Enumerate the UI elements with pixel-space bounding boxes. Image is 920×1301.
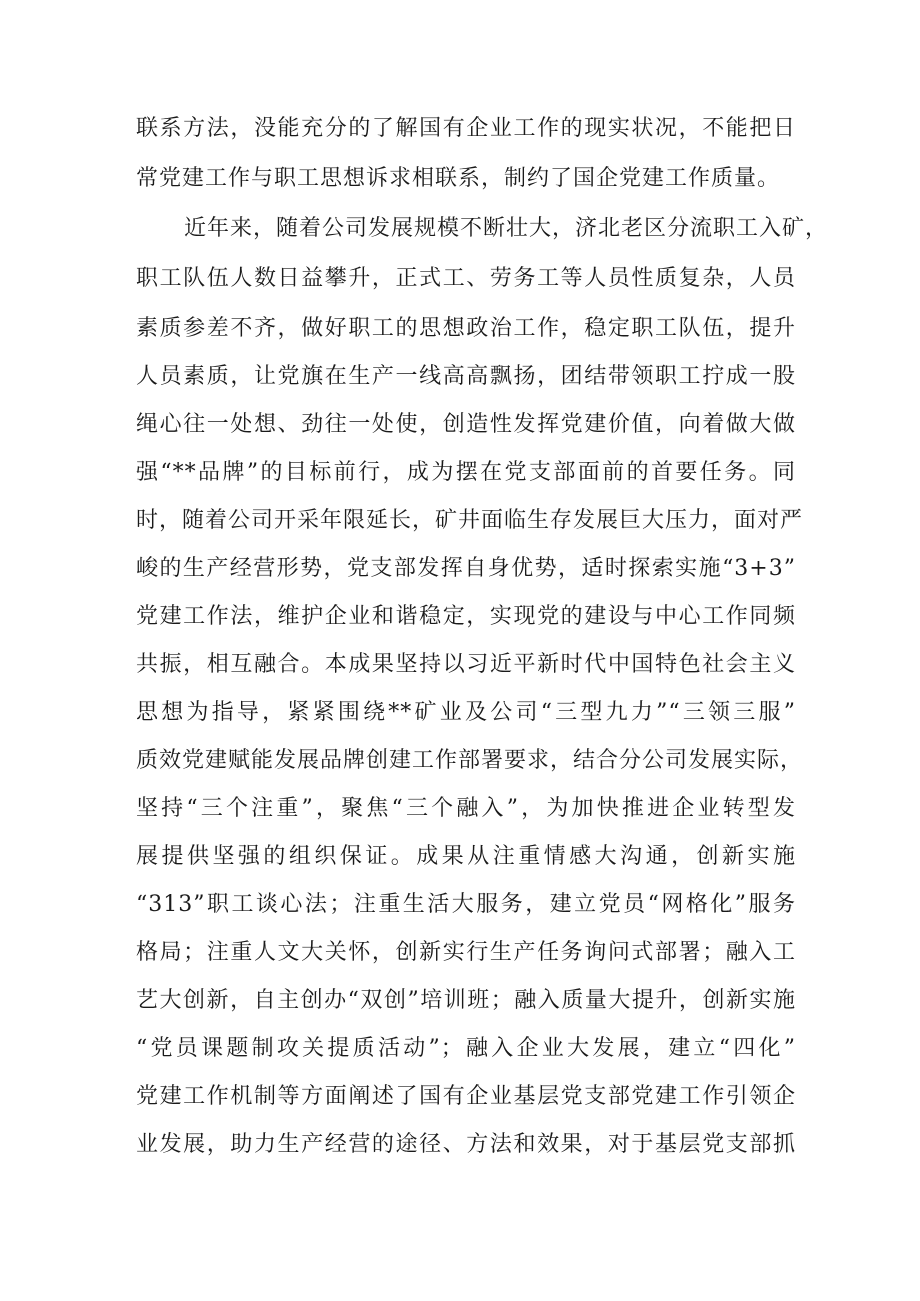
text-line: 共振，相互融合。本成果坚持以习近平新时代中国特色社会主义 <box>136 652 796 677</box>
text-line: 近年来，随着公司发展规模不断壮大，济北老区分流职工入矿， <box>184 216 829 241</box>
text-line: 坚持“三个注重”，聚焦“三个融入”，为加快推进企业转型发 <box>136 796 796 821</box>
text-line: 质效党建赋能发展品牌创建工作部署要求，结合分公司发展实际， <box>136 748 804 773</box>
text-line: 峻的生产经营形势，党支部发挥自身优势，适时探索实施“3+3” <box>136 556 796 581</box>
text-line: “党员课题制攻关提质活动”；融入企业大发展，建立“四化” <box>136 1036 796 1061</box>
text-line: 强“**品牌”的目标前行，成为摆在党支部面前的首要任务。同 <box>136 460 796 485</box>
text-line: “313”职工谈心法；注重生活大服务，建立党员“网格化”服务 <box>136 892 796 917</box>
text-line: 党建工作机制等方面阐述了国有企业基层党支部党建工作引领企 <box>136 1084 796 1109</box>
text-line: 展提供坚强的组织保证。成果从注重情感大沟通，创新实施 <box>136 844 796 869</box>
text-line: 绳心往一处想、劲往一处使，创造性发挥党建价值，向着做大做 <box>136 412 796 437</box>
text-line: 时，随着公司开采年限延长，矿井面临生存发展巨大压力，面对严 <box>136 508 804 533</box>
text-line: 格局；注重人文大关怀，创新实行生产任务询问式部署；融入工 <box>136 940 796 965</box>
text-line: 业发展，助力生产经营的途径、方法和效果，对于基层党支部抓 <box>136 1132 796 1157</box>
text-line: 职工队伍人数日益攀升，正式工、劳务工等人员性质复杂，人员 <box>136 266 796 291</box>
text-line: 思想为指导，紧紧围绕**矿业及公司“三型九力”“三领三服” <box>136 700 796 725</box>
text-line: 联系方法，没能充分的了解国有企业工作的现实状况，不能把日 <box>136 116 796 141</box>
text-line: 常党建工作与职工思想诉求相联系，制约了国企党建工作质量。 <box>136 166 781 191</box>
text-line: 党建工作法，维护企业和谐稳定，实现党的建设与中心工作同频 <box>136 604 796 629</box>
text-line: 素质参差不齐，做好职工的思想政治工作，稳定职工队伍，提升 <box>136 316 796 341</box>
text-line: 艺大创新，自主创办“双创”培训班；融入质量大提升，创新实施 <box>136 988 796 1013</box>
text-line: 人员素质，让党旗在生产一线高高飘扬，团结带领职工拧成一股 <box>136 364 796 389</box>
